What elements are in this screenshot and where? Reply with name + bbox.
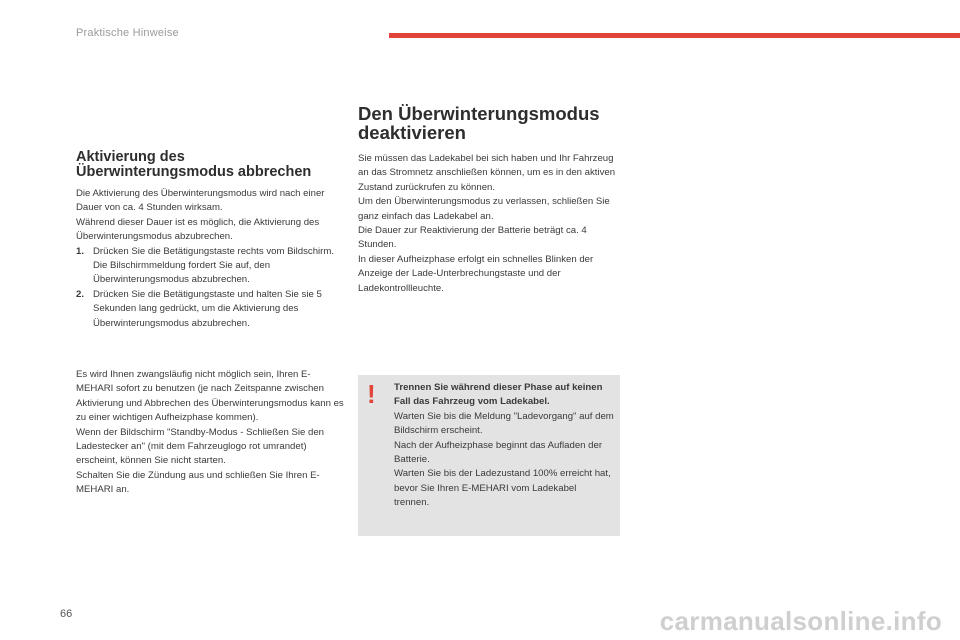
left-column (76, 150, 346, 331)
step-number: 1. (76, 245, 85, 257)
left-note (76, 368, 346, 498)
header-accent-bar (389, 33, 960, 38)
section-heading-deactivate (358, 104, 620, 142)
heading-line-1: Aktivierung des (76, 149, 185, 165)
right-column (358, 104, 620, 296)
watermark: carmanualsonline.info (659, 606, 942, 636)
warning-paragraph-3: Warten Sie bis der Ladezustand 100% erreicht hat, bevor Sie Ihren E-MEHARI vom Ladekabel trennen. (394, 468, 611, 509)
intro-paragraph-2: Während dieser Dauer ist es möglich, die Aktivierung des Überwinterungsmodus abzubrechen. (76, 216, 320, 243)
note-paragraph-1: Es wird Ihnen zwangsläufig nicht möglich sein, Ihren E-MEHARI sofort zu benutzen (je nach Zeitspanne zwischen Aktivierung und Abbrechen des Überwinterungsmodus kann es zu einer wichtigen Aufheizphase kommen). (76, 369, 344, 424)
note-paragraph-2: Wenn der Bildschirm "Standby-Modus - Schließen Sie den Ladestecker an" (mit dem Fahrzeuglogo rot umrandet) erscheint, können Sie nicht starten. (76, 426, 324, 467)
heading-line-2: Überwinterungsmodus abbrechen (76, 163, 312, 180)
warning-paragraph-2: Nach der Aufheizphase beginnt das Aufladen der Batterie. (394, 439, 603, 466)
section-heading-cancel (76, 150, 346, 179)
body-paragraph-3: Die Dauer zur Reaktivierung der Batterie beträgt ca. 4 Stunden. (358, 225, 587, 251)
step-number: 2. (76, 288, 85, 300)
step-2 (76, 288, 346, 331)
body-paragraph-4: In dieser Aufheizphase erfolgt ein schnelles Blinken der Anzeige der Lade-Unterbrechungstaste und der Ladekontrollleuchte. (358, 253, 594, 294)
warning-text (394, 381, 614, 511)
warning-paragraph-1: Warten Sie bis die Meldung "Ladevorgang" auf dem Bildschirm erscheint. (394, 410, 614, 437)
note-paragraph-3: Schalten Sie die Zündung aus und schließen Sie Ihren E-MEHARI an. (76, 469, 320, 496)
intro-paragraph-1: Die Aktivierung des Überwinterungsmodus wird nach einer Dauer von ca. 4 Stunden wirksam. (76, 188, 325, 214)
warning-bold-text: Trennen Sie während dieser Phase auf keinen Fall das Fahrzeug vom Ladekabel. (394, 382, 603, 408)
warning-exclamation-icon: ! (367, 379, 376, 409)
heading-line-1: Den Überwinterungsmodus (358, 103, 600, 124)
page-number: 66 (60, 608, 73, 620)
step-text: Drücken Sie die Betätigungstaste rechts vom Bildschirm. Die Bilschirmmeldung fordert Sie auf, den Überwinterungsmodus abzubrechen. (93, 245, 335, 286)
body-paragraph-1: Sie müssen das Ladekabel bei sich haben und Ihr Fahrzeug an das Stromnetz anschließen können, um es in den aktiven Zustand zurückrufen zu können. (358, 153, 616, 193)
step-1 (76, 245, 346, 288)
page-header-title: Praktische Hinweise (76, 27, 179, 39)
step-text: Drücken Sie die Betätigungstaste und halten Sie sie 5 Sekunden lang gedrückt, um die Aktivierung des Überwinterungsmodus abzubrechen. (93, 288, 322, 329)
heading-line-2: deaktivieren (358, 122, 466, 143)
body-paragraph-2: Um den Überwinterungsmodus zu verlassen, schließen Sie ganz einfach das Ladekabel an. (358, 196, 610, 222)
warning-box (358, 375, 620, 536)
